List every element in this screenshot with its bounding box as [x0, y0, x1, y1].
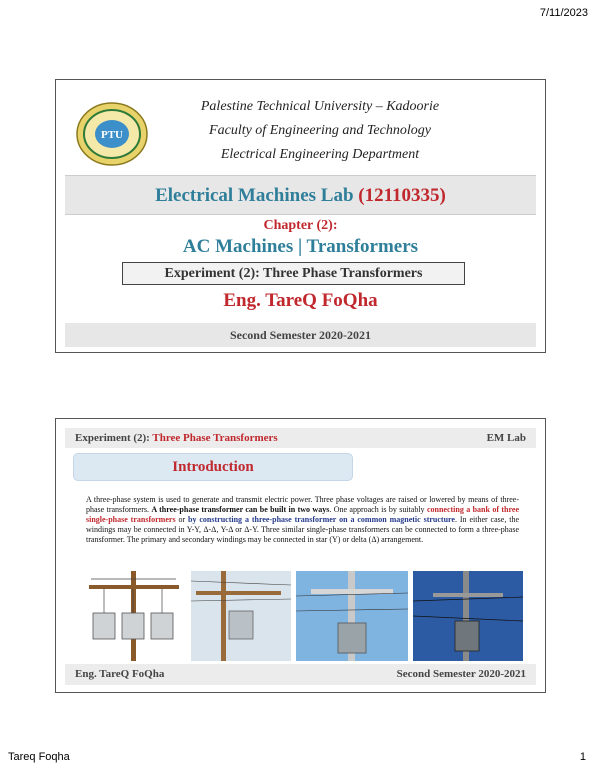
- course-title-band: [65, 175, 536, 215]
- logo-text: PTU: [101, 129, 123, 141]
- experiment-prefix: Experiment (2):: [75, 432, 150, 444]
- faculty-name: Faculty of Engineering and Technology: [209, 123, 431, 138]
- para-text: . In either case, the windings may be connected in Y-Y, Δ-Δ, Y-Δ or Δ-Y. Three similar single-phase transformers can be connected to form a three-phase transformer. The primary and secondary windings may be connected in star (Y) or delta (Δ) arrangement.: [86, 515, 519, 544]
- university-name: Palestine Technical University – Kadoorie: [200, 99, 440, 114]
- para-highlight-red: connecting a bank of three single-phase transformers: [86, 505, 519, 524]
- intro-paragraph: [86, 495, 519, 545]
- lab-label: EM Lab: [486, 432, 526, 444]
- para-text: A three-phase system is used to generate and transmit electric power. Three phase voltages are raised or lowered by means of three-phase transformers.: [86, 495, 519, 514]
- print-date: 7/11/2023: [539, 7, 588, 19]
- engineer-name: Eng. TareQ FoQha: [223, 290, 378, 311]
- pole-transformer-blue-photo-icon: [413, 571, 523, 661]
- university-seal-icon: [75, 101, 149, 167]
- section-title: Introduction: [73, 453, 353, 481]
- university-header: [65, 89, 536, 174]
- semester-label: Second Semester 2020-2021: [65, 323, 536, 347]
- page-number: 1: [579, 751, 586, 763]
- chapter-subtitle: AC Machines | Transformers: [182, 236, 419, 257]
- slide-header-bar: [65, 428, 536, 448]
- course-title: Electrical Machines Lab: [155, 185, 354, 206]
- university-info: [160, 95, 480, 167]
- course-code: (12110335): [358, 185, 446, 206]
- transformer-bank-diagram-icon: [81, 571, 186, 661]
- slide-footer-bar: [65, 664, 536, 685]
- introduction-slide: [55, 418, 546, 693]
- para-bold: A three-phase transformer can be built in two ways: [151, 505, 330, 514]
- experiment-topic: Three Phase Transformers: [152, 432, 278, 444]
- title-slide: [55, 79, 546, 353]
- para-highlight-blue: by constructing a three-phase transformer on a common magnetic structure: [188, 515, 455, 524]
- experiment-box: Experiment (2): Three Phase Transformers: [122, 262, 465, 285]
- footer-author: Tareq Foqha: [8, 751, 70, 763]
- footer-semester: Second Semester 2020-2021: [396, 668, 526, 680]
- para-text: or: [175, 515, 189, 524]
- pole-transformer-sky-photo-icon: [296, 571, 408, 661]
- footer-engineer: Eng. TareQ FoQha: [75, 668, 165, 680]
- para-text: . One approach is by suitably: [329, 505, 427, 514]
- transformer-photos: [81, 571, 523, 661]
- chapter-label: Chapter (2):: [263, 218, 338, 233]
- department-name: Electrical Engineering Department: [220, 147, 420, 162]
- pole-transformer-photo-icon: [191, 571, 291, 661]
